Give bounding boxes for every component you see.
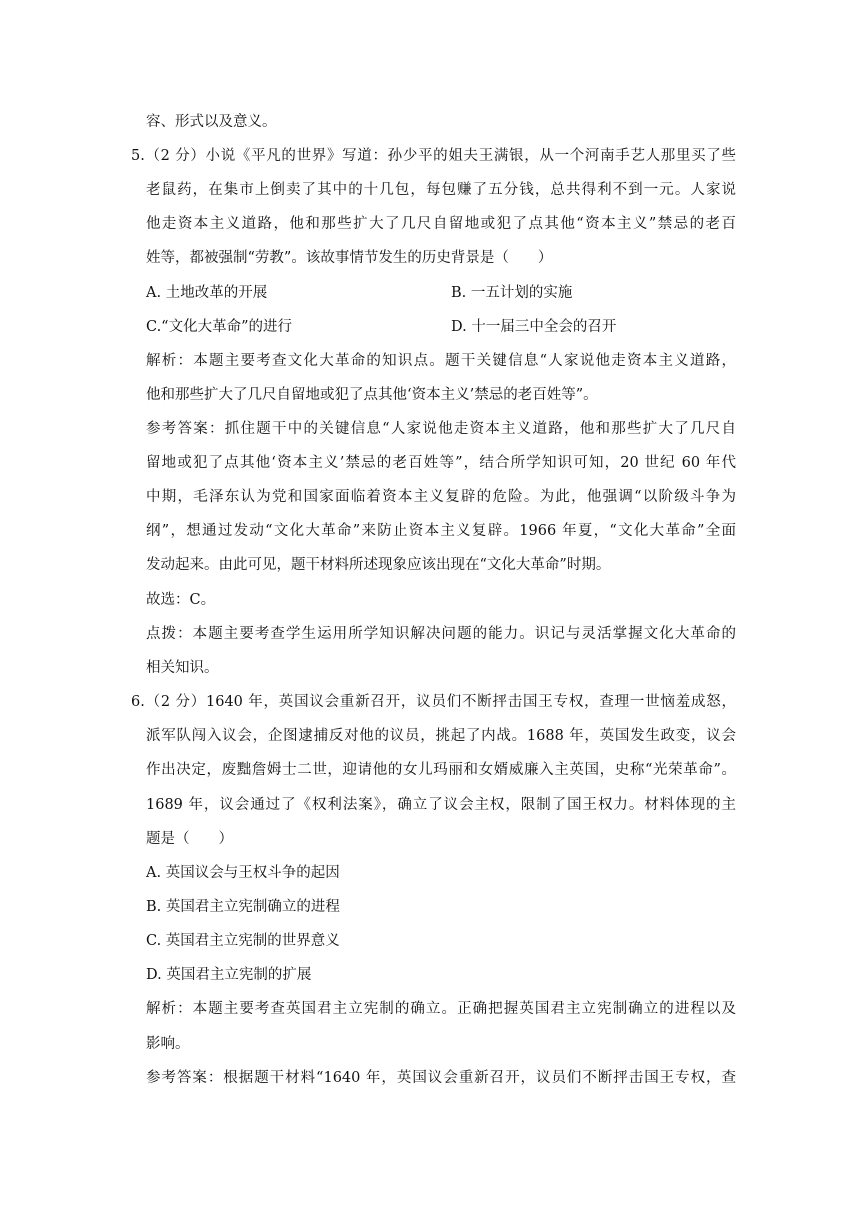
question-stem-line: 派军队闯入议会，企图逮捕反对他的议员，挑起了内战。1688 年，英国发生政变，议会 (146, 728, 736, 744)
question-stem-line: 老鼠药，在集市上倒卖了其中的十几包，每包赚了五分钱，总共得利不到一元。人家说 (146, 182, 736, 198)
option-d: D. 英国君主立宪制的扩展 (146, 967, 312, 983)
analysis-line: 解析：本题主要考查英国君主立宪制的确立。正确把握英国君主立宪制确立的进程以及 (146, 1001, 736, 1017)
option-c: C.“文化大革命”的进行 (146, 319, 293, 335)
option-d: D. 十一届三中全会的召开 (451, 319, 617, 335)
analysis-line: 解析：本题主要考查文化大革命的知识点。题干关键信息“人家说他走资本主义道路， (146, 353, 736, 369)
option-a: A. 英国议会与王权斗争的起因 (146, 865, 340, 881)
answer-choice: 故选：C。 (146, 592, 216, 608)
paragraph-line: 容、形式以及意义。 (146, 114, 277, 130)
question-stem-line: 姓等，都被强制“劳教”。该故事情节发生的历史背景是（ ） (146, 250, 553, 266)
reference-answer-line: 参考答案：抓住题干中的关键信息“人家说他走资本主义道路，他和那些扩大了几尺自 (146, 421, 736, 437)
reference-answer-line: 中期，毛泽东认为党和国家面临着资本主义复辟的危险。为此，他强调“以阶级斗争为 (146, 489, 736, 505)
tip-line: 相关知识。 (146, 660, 219, 676)
option-b: B. 一五计划的实施 (451, 285, 573, 301)
question-stem-line: 6.（2 分）1640 年，英国议会重新召开，议员们不断抨击国王专权，查理一世恼羞成怒， (131, 694, 736, 710)
analysis-line: 他和那些扩大了几尺自留地或犯了点其他‘资本主义’禁忌的老百姓等”。 (146, 387, 598, 403)
question-stem-line: 作出决定，废黜詹姆士二世，迎请他的女儿玛丽和女婿威廉入主英国，史称“光荣革命”。 (146, 762, 736, 778)
reference-answer-line: 参考答案：根据题干材料“1640 年，英国议会重新召开，议员们不断抨击国王专权，查 (146, 1070, 736, 1086)
tip-line: 点拨：本题主要考查学生运用所学知识解决问题的能力。识记与灵活掌握文化大革命的 (146, 626, 736, 642)
reference-answer-line: 发动起来。由此可见，题干材料所述现象应该出现在“文化大革命”时期。 (146, 557, 611, 573)
analysis-line: 影响。 (146, 1036, 190, 1052)
option-b: B. 英国君主立宪制确立的进程 (146, 899, 340, 915)
question-stem-line: 1689 年，议会通过了《权利法案》，确立了议会主权，限制了国王权力。材料体现的主 (146, 797, 736, 813)
option-a: A. 土地改革的开展 (146, 285, 268, 301)
question-stem-line: 5.（2 分）小说《平凡的世界》写道：孙少平的姐夫王满银，从一个河南手艺人那里买了些 (131, 148, 736, 164)
reference-answer-line: 留地或犯了点其他‘资本主义’禁忌的老百姓等”，结合所学知识可知，20 世纪 60 年代 (146, 455, 736, 471)
option-c: C. 英国君主立宪制的世界意义 (146, 933, 340, 949)
reference-answer-line: 纲”，想通过发动“文化大革命”来防止资本主义复辟。1966 年夏，“文化大革命”全面 (146, 523, 736, 539)
question-stem-line: 题是（ ） (146, 831, 233, 847)
question-stem-line: 他走资本主义道路，他和那些扩大了几尺自留地或犯了点其他“资本主义”禁忌的老百 (146, 216, 736, 232)
